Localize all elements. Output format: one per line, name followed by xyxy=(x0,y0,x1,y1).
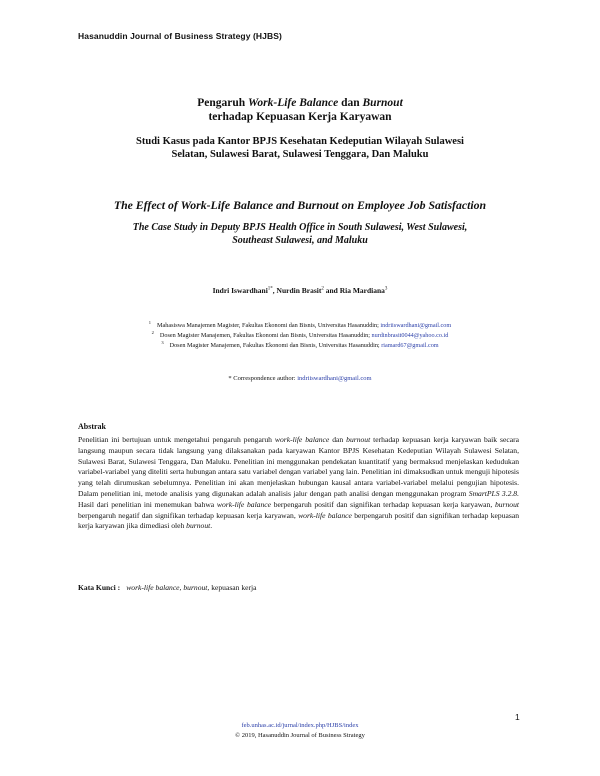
paper-subtitle-english xyxy=(0,221,600,247)
abstract-text: berpengaruh positif dan signifikan terhadap kepuasan kerja karyawan, xyxy=(271,499,495,509)
abstract-body xyxy=(78,435,519,532)
abstract-italic: work-life balance xyxy=(274,435,330,444)
affiliation-email-link[interactable]: riamard67@gmail.com xyxy=(381,342,439,350)
abstract-text: Hasil dari penelitian ini menemukan bahwa xyxy=(78,499,217,509)
abstract-italic: burnout xyxy=(346,435,371,444)
title-italic-term: Burnout xyxy=(362,97,403,109)
subtitle-line-1: Studi Kasus pada Kantor BPJS Kesehatan Kedeputian Wilayah Sulawesi xyxy=(136,136,464,147)
author-conjunction: and xyxy=(323,286,340,295)
page-number: 1 xyxy=(515,712,520,722)
affiliation-email-link[interactable]: nurdinbrasit0044@yahoo.co.id xyxy=(371,332,449,340)
title-line-2: terhadap Kepuasan Kerja Karyawan xyxy=(208,111,392,123)
author-name: Ria Mardiana xyxy=(339,286,385,295)
author-superscript: 3 xyxy=(384,286,388,292)
author-name: Nurdin Brasit xyxy=(276,286,322,295)
author-superscript: 2 xyxy=(321,286,324,292)
abstract-italic: work-life balance xyxy=(298,510,352,520)
keywords-label: Kata Kunci : xyxy=(78,583,121,592)
affiliation-text: Dosen Magister Manajemen, Fakultas Ekonomi dan Bisnis, Universitas Hasanuddin; xyxy=(169,342,382,350)
affiliation-number: 2 xyxy=(151,330,154,335)
title-text: dan xyxy=(338,97,363,109)
abstract-italic: burnout xyxy=(494,499,519,509)
affiliation-text: Dosen Magister Manajemen, Fakultas Ekonomi dan Bisnis, Universitas Hasanuddin; xyxy=(159,332,372,340)
correspondence-label: * Correspondence author: xyxy=(228,375,298,382)
abstract-italic: burnout xyxy=(186,521,211,531)
paper-title-english: The Effect of Work-Life Balance and Burnout on Employee Job Satisfaction xyxy=(113,198,487,212)
abstract-text: dan xyxy=(329,435,347,444)
abstract-italic: work-life balance xyxy=(216,499,272,509)
affiliation-email-link[interactable]: indriiswardhani@gmail.com xyxy=(380,322,452,330)
journal-header: Hasanuddin Journal of Business Strategy (HJBS) xyxy=(78,31,282,41)
abstract-text: Penelitian ini bertujuan untuk mengetahui pengaruh pengaruh xyxy=(78,435,275,444)
footer-copyright: © 2019, Hasanuddin Journal of Business Strategy xyxy=(235,732,365,739)
correspondence-line xyxy=(0,375,600,382)
abstract-text: . xyxy=(210,521,213,531)
affiliation-1 xyxy=(0,320,600,329)
title-italic-term: Work-Life Balance xyxy=(248,97,339,109)
abstract-text: berpengaruh negatif dan signifikan terhadap kepuasan kerja karyawan, xyxy=(78,510,299,520)
keywords-text: kepuasan kerja xyxy=(209,583,257,592)
affiliation-text: Mahasiswa Manajemen Magister, Fakultas Ekonomi dan Bisnis, Universitas Hasanuddin; xyxy=(157,322,381,330)
author-name: Indri Iswardhani xyxy=(212,286,268,295)
abstract-heading: Abstrak xyxy=(78,422,107,431)
affiliation-number: 1 xyxy=(148,320,152,325)
author-list: Indri Iswardhani$^{1*}$, Nurdin Brasit$^2$ and Ria Mardiana$^3$ xyxy=(212,286,388,295)
title-text: Pengaruh xyxy=(197,97,249,109)
affiliation-3 xyxy=(0,340,600,349)
author-superscript: 1* xyxy=(267,286,273,292)
subtitle-en-line-2: Southeast Sulawesi, and Maluku xyxy=(232,235,368,246)
correspondence-email-link[interactable]: indriiswardhani@gmail.com xyxy=(297,375,372,382)
paper-subtitle-indonesian xyxy=(0,135,600,161)
keywords-italic: work-life balance, burnout, xyxy=(126,583,210,592)
abstract-text: terhadap kepuasan kerja karyawan baik secara langsung maupun secara tidak langsung yang dilaksanakan pada karyawan Kantor BPJS Kesehatan Kedeputian Wilayah Sulawesi Selatan, Sulawesi Barat, Sulawesi Tenggara, Dan Maluku. Penelitian ini menggunakan pendekatan kuantitatif yang bermaksud menjelaskan kedudukan variabel-variabel yang diteliti serta hubungan antara satu variabel dengan variabel yang lain. Penelitian ini dimaksudkan untuk menguji hipotesis yang telah dirumuskan sebelumnya. Penelitian ini akan menjelaskan hubungan kausal antara variabel-variabel melalui pengujian hipotesis. Dalam penelitian ini, metode analisis yang digunakan adalah analisis jalur dengan path analisi dengan menggunakan program xyxy=(78,435,519,498)
subtitle-en-line-1: The Case Study in Deputy BPJS Health Office in South Sulawesi, West Sulawesi, xyxy=(132,222,468,233)
footer-url-link[interactable]: feb.unhas.ac.id/jurnal/index.php/HJBS/index xyxy=(241,722,359,729)
abstract-text: berpengaruh positif dan signifikan terhadap kepuasan kerja karyawan jika dimediasi oleh xyxy=(78,510,519,531)
affiliation-2 xyxy=(0,330,600,339)
paper-title-indonesian xyxy=(0,96,600,124)
affiliation-number: 3 xyxy=(161,340,164,345)
abstract-italic: SmartPLS 3.2.8. xyxy=(468,488,520,498)
keywords-line xyxy=(78,583,257,592)
subtitle-line-2: Selatan, Sulawesi Barat, Sulawesi Tenggara, Dan Maluku xyxy=(171,149,429,160)
